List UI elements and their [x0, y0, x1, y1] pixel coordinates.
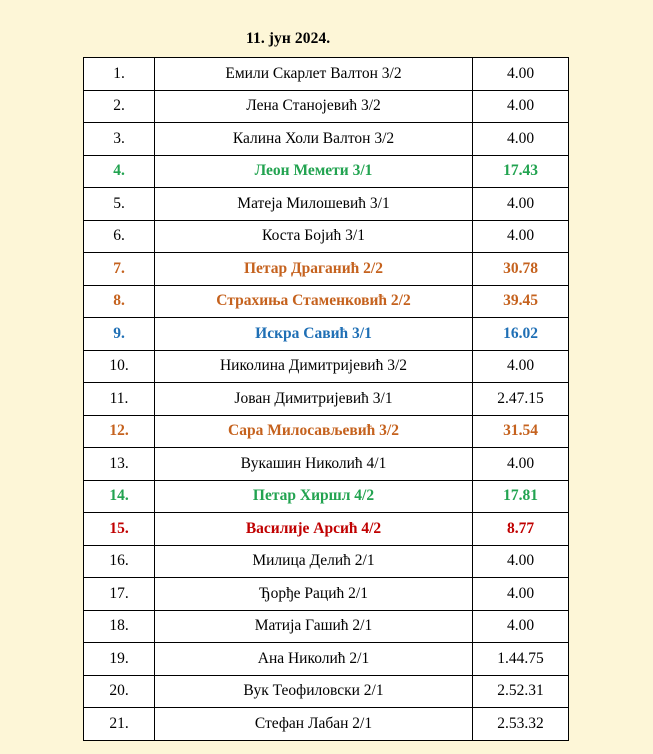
- name-cell: Петар Драганић 2/2: [155, 253, 473, 286]
- rank-cell: 20.: [84, 675, 155, 708]
- name-cell: Лена Станојевић 3/2: [155, 90, 473, 123]
- results-table: [83, 57, 569, 741]
- rank-cell: 11.: [84, 383, 155, 416]
- name-cell: Василије Арсић 4/2: [155, 513, 473, 546]
- table-row: [84, 643, 569, 676]
- time-cell: 4.00: [473, 578, 569, 611]
- name-cell: Ђорђе Рацић 2/1: [155, 578, 473, 611]
- name-cell: Стефан Лабан 2/1: [155, 708, 473, 741]
- time-cell: 17.81: [473, 480, 569, 513]
- rank-cell: 16.: [84, 545, 155, 578]
- time-cell: 4.00: [473, 545, 569, 578]
- date-heading: 11. јун 2024.: [246, 30, 331, 47]
- table-row: [84, 480, 569, 513]
- table-row: [84, 123, 569, 156]
- time-cell: 39.45: [473, 285, 569, 318]
- table-row: [84, 285, 569, 318]
- name-cell: Леон Мемети 3/1: [155, 155, 473, 188]
- rank-cell: 8.: [84, 285, 155, 318]
- rank-cell: 2.: [84, 90, 155, 123]
- rank-cell: 17.: [84, 578, 155, 611]
- name-cell: Вукашин Николић 4/1: [155, 448, 473, 481]
- rank-cell: 6.: [84, 220, 155, 253]
- rank-cell: 5.: [84, 188, 155, 221]
- time-cell: 4.00: [473, 123, 569, 156]
- time-cell: 31.54: [473, 415, 569, 448]
- rank-cell: 13.: [84, 448, 155, 481]
- name-cell: Матија Гашић 2/1: [155, 610, 473, 643]
- time-cell: 17.43: [473, 155, 569, 188]
- table-row: [84, 350, 569, 383]
- time-cell: 4.00: [473, 448, 569, 481]
- rank-cell: 4.: [84, 155, 155, 188]
- name-cell: Емили Скарлет Валтон 3/2: [155, 58, 473, 91]
- table-row: [84, 318, 569, 351]
- rank-cell: 3.: [84, 123, 155, 156]
- time-cell: 30.78: [473, 253, 569, 286]
- table-row: [84, 415, 569, 448]
- time-cell: 4.00: [473, 350, 569, 383]
- rank-cell: 14.: [84, 480, 155, 513]
- rank-cell: 12.: [84, 415, 155, 448]
- table-row: [84, 545, 569, 578]
- name-cell: Коста Бојић 3/1: [155, 220, 473, 253]
- name-cell: Вук Теофиловски 2/1: [155, 675, 473, 708]
- rank-cell: 21.: [84, 708, 155, 741]
- table-row: [84, 513, 569, 546]
- name-cell: Ана Николић 2/1: [155, 643, 473, 676]
- rank-cell: 7.: [84, 253, 155, 286]
- table-row: [84, 188, 569, 221]
- table-row: [84, 675, 569, 708]
- table-row: [84, 155, 569, 188]
- rank-cell: 18.: [84, 610, 155, 643]
- table-row: [84, 708, 569, 741]
- name-cell: Калина Холи Валтон 3/2: [155, 123, 473, 156]
- table-row: [84, 383, 569, 416]
- table-row: [84, 253, 569, 286]
- table-row: [84, 220, 569, 253]
- rank-cell: 15.: [84, 513, 155, 546]
- table-row: [84, 610, 569, 643]
- time-cell: 8.77: [473, 513, 569, 546]
- time-cell: 1.44.75: [473, 643, 569, 676]
- results-table-body: [84, 58, 569, 741]
- name-cell: Страхиња Стаменковић 2/2: [155, 285, 473, 318]
- table-row: [84, 448, 569, 481]
- time-cell: 4.00: [473, 220, 569, 253]
- name-cell: Сара Милосављевић 3/2: [155, 415, 473, 448]
- rank-cell: 1.: [84, 58, 155, 91]
- time-cell: 4.00: [473, 90, 569, 123]
- table-row: [84, 90, 569, 123]
- table-row: [84, 578, 569, 611]
- time-cell: 4.00: [473, 610, 569, 643]
- time-cell: 2.52.31: [473, 675, 569, 708]
- time-cell: 4.00: [473, 58, 569, 91]
- name-cell: Петар Хиршл 4/2: [155, 480, 473, 513]
- name-cell: Матеја Милошевић 3/1: [155, 188, 473, 221]
- name-cell: Искра Савић 3/1: [155, 318, 473, 351]
- time-cell: 16.02: [473, 318, 569, 351]
- rank-cell: 10.: [84, 350, 155, 383]
- table-row: [84, 58, 569, 91]
- rank-cell: 9.: [84, 318, 155, 351]
- name-cell: Николина Димитријевић 3/2: [155, 350, 473, 383]
- time-cell: 4.00: [473, 188, 569, 221]
- time-cell: 2.47.15: [473, 383, 569, 416]
- name-cell: Јован Димитријевић 3/1: [155, 383, 473, 416]
- rank-cell: 19.: [84, 643, 155, 676]
- time-cell: 2.53.32: [473, 708, 569, 741]
- name-cell: Милица Делић 2/1: [155, 545, 473, 578]
